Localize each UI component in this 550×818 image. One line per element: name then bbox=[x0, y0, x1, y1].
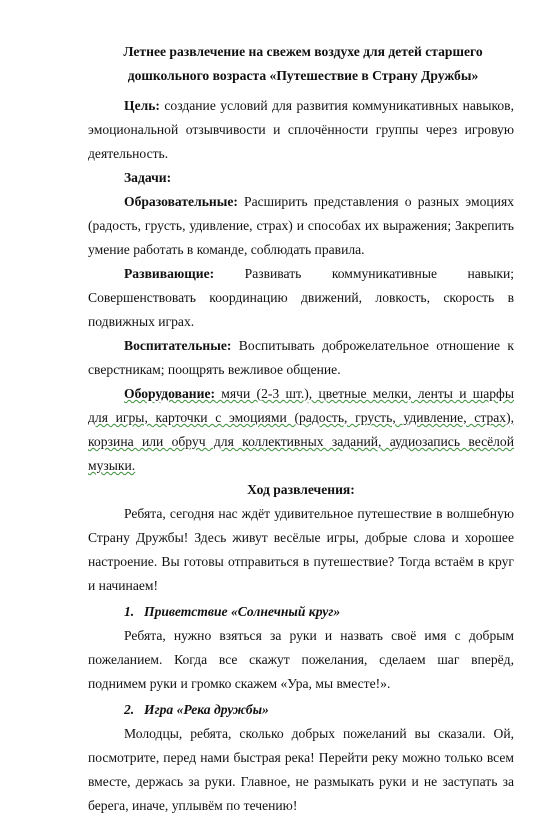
document-title: Летнее развлечение на свежем воздухе для детей старшего дошкольного возраста «Путешествие в Страну Дружбы» bbox=[123, 44, 483, 83]
game-heading-1 bbox=[88, 600, 514, 624]
educational-label: Образовательные: bbox=[124, 194, 238, 209]
equipment-label: Оборудование: bbox=[124, 386, 216, 401]
upbringing-paragraph bbox=[88, 334, 514, 382]
game-text-2: Молодцы, ребята, сколько добрых пожеланий вы сказали. Ой, посмотрите, перед нами быстрая река! Перейти реку можно только всем вместе, держась за руки. Главное, не размыкать руки и не заступать за берега, иначе, уплывём по течению! bbox=[88, 726, 514, 813]
upbringing-text: Воспитывать доброжелательное отношение к сверстникам; поощрять вежливое общение. bbox=[88, 338, 514, 377]
game-title-2: Игра «Река дружбы» bbox=[144, 702, 269, 717]
educational-text: Расширить представления о разных эмоциях (радость, грусть, удивление, страх) и способах их выражения; Закрепить умение работать в команде, соблюдать правила. bbox=[88, 194, 514, 257]
game-title-1: Приветствие «Солнечный круг» bbox=[144, 604, 341, 619]
tasks-heading: Задачи: bbox=[124, 170, 172, 185]
developmental-label: Развивающие: bbox=[124, 266, 215, 281]
goal-label: Цель: bbox=[124, 98, 160, 113]
progress-heading: Ход развлечения: bbox=[247, 482, 355, 497]
goal-text: создание условий для развития коммуникативных навыков, эмоциональной отзывчивости и сплочённости группы через игровую деятельность. bbox=[88, 98, 514, 161]
educational-paragraph bbox=[88, 190, 514, 262]
upbringing-label: Воспитательные: bbox=[124, 338, 232, 353]
game-heading-2 bbox=[88, 698, 514, 722]
goal-paragraph bbox=[88, 94, 514, 166]
game-number-2: 2. bbox=[124, 702, 135, 717]
game-text-1: Ребята, нужно взяться за руки и назвать своё имя с добрым пожеланием. Когда все скажут пожелания, сделаем шаг вперёд, поднимем руки и громко скажем «Ура, мы вместе!». bbox=[88, 628, 514, 691]
equipment-text: мячи (2-3 шт.), цветные мелки, ленты и шарфы для игры, карточки с эмоциями (радость, грусть, удивление, страх), корзина или обруч для коллективных заданий, аудиозапись весёлой музыки. bbox=[88, 386, 514, 473]
developmental-paragraph bbox=[88, 262, 514, 334]
equipment-paragraph bbox=[88, 382, 514, 478]
developmental-text: Развивать коммуникативные навыки; Совершенствовать координацию движений, ловкость, скорость в подвижных играх. bbox=[88, 266, 514, 329]
game-number-1: 1. bbox=[124, 604, 135, 619]
intro-paragraph: Ребята, сегодня нас ждёт удивительное путешествие в волшебную Страну Дружбы! Здесь живут весёлые игры, добрые слова и хорошее настроение. Вы готовы отправиться в путешествие? Тогда встаём в круг и начинаем! bbox=[88, 506, 514, 593]
